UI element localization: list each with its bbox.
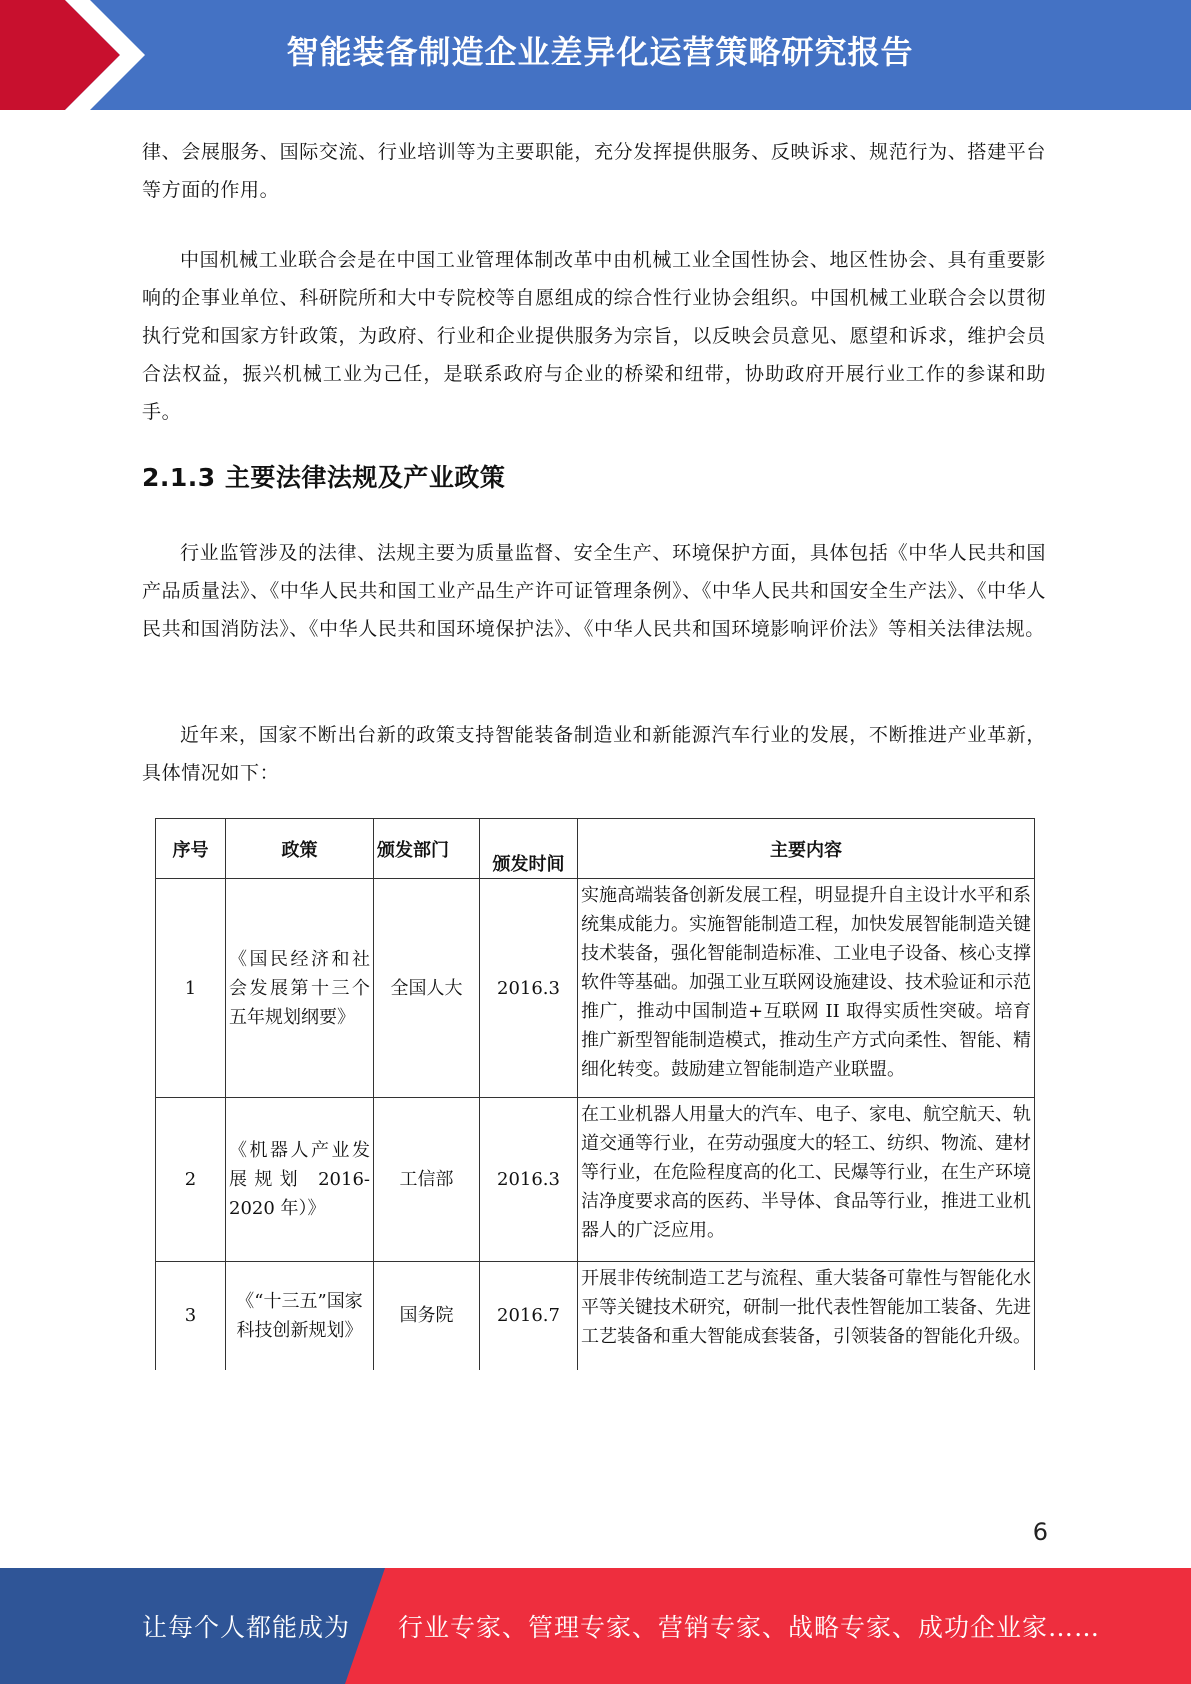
report-title: 智能装备制造企业差异化运营策略研究报告 xyxy=(286,33,914,71)
header-policy: 政策 xyxy=(226,819,374,879)
cell-date: 2016.7 xyxy=(480,1262,578,1370)
cell-dept: 国务院 xyxy=(374,1262,480,1370)
paragraph-3: 行业监管涉及的法律、法规主要为质量监督、安全生产、环境保护方面，具体包括《中华人民共和国产品质量法》、《中华人民共和国工业产品生产许可证管理条例》、《中华人民共和国安全生产法》、《中华人民共和国消防法》、《中华人民共和国环境保护法》、《中华人民共和国环境影响评价法》等相关法律法规。 xyxy=(142,542,1046,640)
cell-no: 1 xyxy=(156,879,226,1098)
report-footer xyxy=(0,1568,1191,1684)
cell-date: 2016.3 xyxy=(480,1098,578,1262)
cell-policy: 《“十三五”国家科技创新规划》 xyxy=(226,1262,374,1370)
cell-content: 开展非传统制造工艺与流程、重大装备可靠性与智能化水平等关键技术研究，研制一批代表性智能加工装备、先进工艺装备和重大智能成套装备，引领装备的智能化升级。 xyxy=(578,1262,1035,1370)
cell-policy: 《国民经济和社会发展第十三个五年规划纲要》 xyxy=(226,879,374,1098)
table-row xyxy=(156,879,1035,1098)
cell-policy: 《机器人产业发展规划 2016-2020 年）》 xyxy=(226,1098,374,1262)
header-no: 序号 xyxy=(156,819,226,879)
cell-dept: 工信部 xyxy=(374,1098,480,1262)
header-content: 主要内容 xyxy=(578,819,1035,879)
cell-content: 在工业机器人用量大的汽车、电子、家电、航空航天、轨道交通等行业，在劳动强度大的轻工、纺织、物流、建材等行业，在危险程度高的化工、民爆等行业，在生产环境洁净度要求高的医药、半导体、食品等行业，推进工业机器人的广泛应用。 xyxy=(578,1098,1035,1262)
paragraph-1: 律、会展服务、国际交流、行业培训等为主要职能，充分发挥提供服务、反映诉求、规范行为、搭建平台等方面的作用。 xyxy=(142,141,1046,201)
header-dept: 颁发部门 xyxy=(374,819,480,879)
cell-date: 2016.3 xyxy=(480,879,578,1098)
footer-slogan-right: 行业专家、管理专家、营销专家、战略专家、成功企业家…… xyxy=(398,1613,1101,1642)
table-header-row xyxy=(156,819,1035,879)
cell-no: 3 xyxy=(156,1262,226,1370)
paragraph-2: 中国机械工业联合会是在中国工业管理体制改革中由机械工业全国性协会、地区性协会、具有重要影响的企事业单位、科研院所和大中专院校等自愿组成的综合性行业协会组织。中国机械工业联合会以贯彻执行党和国家方针政策，为政府、行业和企业提供服务为宗旨，以反映会员意见、愿望和诉求，维护会员合法权益，振兴机械工业为己任，是联系政府与企业的桥梁和纽带，协助政府开展行业工作的参谋和助手。 xyxy=(142,249,1046,423)
cell-no: 2 xyxy=(156,1098,226,1262)
table-row xyxy=(156,1262,1035,1370)
paragraph-4: 近年来，国家不断出台新的政策支持智能装备制造业和新能源汽车行业的发展，不断推进产业革新，具体情况如下： xyxy=(142,724,1046,784)
section-heading: 2.1.3 主要法律法规及产业政策 xyxy=(142,463,506,492)
header-chevron-decoration xyxy=(0,0,160,110)
cell-dept: 全国人大 xyxy=(374,879,480,1098)
footer-slogan-left: 让每个人都能成为 xyxy=(142,1613,351,1642)
header-date: 颁发时间 xyxy=(480,819,578,879)
page-number: 6 xyxy=(1032,1518,1048,1546)
cell-content: 实施高端装备创新发展工程，明显提升自主设计水平和系统集成能力。实施智能制造工程，加快发展智能制造关键技术装备，强化智能制造标准、工业电子设备、核心支撑软件等基础。加强工业互联网设施建设、技术验证和示范推广，推动中国制造+互联网 II 取得实质性突破。培育推广新型智能制造模式，推动生产方式向柔性、智能、精细化转变。鼓励建立智能制造产业联盟。 xyxy=(578,879,1035,1098)
report-header xyxy=(0,0,1191,110)
table-row xyxy=(156,1098,1035,1262)
policy-table xyxy=(155,818,1035,1370)
